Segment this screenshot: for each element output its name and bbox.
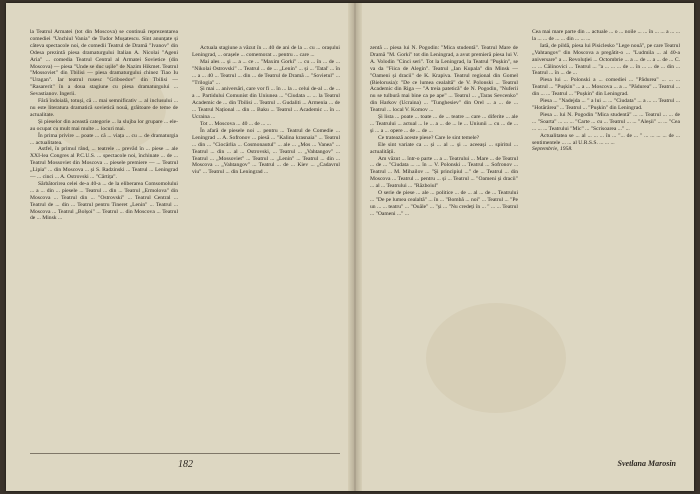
paragraph: Piesa lui ... Polonski a ... comediei ... "Pădurea" ... ... ... Teatrul ... "Pușkin" ... a ... Moscova ... a ... "Pădurea" ... Teatrul ... din ... ... Teatrul ... "Pușkin" din Leningrad. xyxy=(532,77,680,98)
page-number: 182 xyxy=(178,459,193,470)
left-column-1 xyxy=(30,29,178,439)
paragraph: Iată, de pildă, piesa lui Pisiclesko "Lege nouă", pe care Teatrul „Vahtangov" din Moscova a pregătit-o ... "Ludmila ... al 40-a aniversare" a ... Revoluției ... Octombrie ... a ... de ... a ... de ... C. ... ... Călinovici ... Teatrul ... "a ... ... ... de ... în ... ... de ... din ... Teatrul ... în ... de ... xyxy=(532,42,680,77)
paragraph: zentă ... piesa lui N. Pogodin: "Mica studentă". Teatrul Mare de Dramă "M. Gorki" tot din Leningrad, a avut premieră piesa lui V. A. Volodin "Cinci seri". Tot la Leningrad, la Teatrul "Pușkin", se va da "Fiica de Alegin". Teatrul „Ian Kupala" din Minsk — "Oameni și dracii" de K. Krapiva. Teatrul regional din Gomel (Bielorusia): "De ce lumea cealaltă" de V. Polonski ... Teatrul Academic din Riga — "A treia pateticǎ" de N. Pogodin, "Nuferii nu se tulbură mai bine ca pe ape" ... Teatrul ... „Taras Sevcenko" din Harkov (Ucraina) ... "Tunghesiev" din Orel ... a ... de ... Teatrul ... local V. Komov ... xyxy=(370,45,518,114)
paragraph: Ce tratează aceste piese? Care le sint temele? xyxy=(378,134,480,141)
author-signature: Svetlana Marosin xyxy=(617,459,676,468)
paragraph: Astfel, în primul rând, ... teatrele ... prevăd în ... piese ... ale XXI-lea Congres al P.C.U.S. ... spectacole noi, închinate ... de ... Teatrul Mossoviet din Moscova ... piesele premiere — ... Teatrul „Lipia" ... din Moscova ... și S. Radzinski ... Teatrul ... Leningrad — ... cinci ... A. Ostrovski ... "Cârtița". xyxy=(30,146,178,181)
book-spread xyxy=(6,3,694,491)
paragraph: Și mai ... aniversări, care vor fi ... în ... la ... celui de-al ... de ... a ... Partidului Comunist din Uniunea ... "Ciudata ... ... la Teatrul Academic de ... din Tbilisi ... Teatrul ... Gudaliti ... Armenia ... de ... Teatrul Național ... din ... Baku ... Teatrul ... Academic ... în ... Ucraina ... xyxy=(192,86,340,121)
paragraph: Piesa ... "Nadejda ... " a lui ... ... "Ciudata" ... a ... ... Teatrul ... "Hotărârea" ... Teatrul ... "Pușkin" din Leningrad. xyxy=(532,98,680,111)
paragraph: O serie de piese ... ale ... politice ... de ... al ... de ... Teatrului ... "De pe lumea cealaltă" ... în ... "Bombă ... noi" ... Teatrul ... "Pe un ... ... teatru" ... "Ouăle" ... "și ... "Nu credeți în ... " ... ... Teatrul ... "Oameni ..." ... xyxy=(370,190,518,217)
right-column-1 xyxy=(370,45,518,455)
paragraph: Actuala stagiune a văzut în ... 40 de ani de la ... cu ... orașului Leningrad, ... orașele ... comemorat ... pentru ... care ... xyxy=(192,45,340,58)
paragraph: Și lista ... poate ... toate ... de ... teatre ... care ... diferite ... ale ... Teatrului ... actual ... le ... a ... de ... le ... Uniunii ... cu ... de ... și ... a ... opere ... de ... de ... xyxy=(370,114,518,134)
paragraph: Actualitatea se ... al ... ... ... în ... "... de ... " ... ... ... ... de ... sentimentele ... ... al U.R.S.S. ... ... ... xyxy=(532,132,680,146)
paragraph: Tot ... Moscova ... 40 ... de ... ... xyxy=(200,120,271,127)
paragraph: Mai ales ... și ... a ... ce ... "Maxim Gorki" ... cu ... în ... de ... "Nikolai Ostrovski" ... Teatrul ... de ... „Lenin" ... și ... 'Tatal' ... în ... a ... 40 ... Teatrul ... din ... de Teatrul de Dramă ... "Sovietul" ... "Trilogia" ... xyxy=(192,58,340,86)
paragraph: Cea mai mare parte din ... actuale ... o ... noile ... ... în ... ... a ... ... la ... ... de ... ... din ... ... ... xyxy=(532,29,680,42)
paragraph: Și pieselor din această categorie ... la slujba lor grupare ... ele-au ocupat cu mult mai multe ... locuri mai. xyxy=(30,118,178,132)
paragraph: În prima privire ... poate ... că ... viața ... cu ... de dramaturgia ... actualitatea. xyxy=(30,132,178,146)
article-date: Septembrie, 1958. xyxy=(532,146,573,153)
paragraph: Am văzut ... într-o parte ... a ... Teatrului ... Mare ... de Teatrul ... de ... "Ciudata ... ... în ... V. Polonski ... Teatrul ... Sofronov ... Teatrul ... M. Mihailov ... "Și principiul ..." de ... Teatrul ... din Moscova ... Teatrul ... pentru ... și ... Teatrul ... "Oameni și dracii" ... al ... Teatrului ... "Războiul" xyxy=(370,155,518,190)
book-gutter xyxy=(348,3,362,491)
paragraph: la Teatrul Armatei (tot din Moscova) se continuă reprezentarea comediei "Unchiul Vania" de Tudor Mușatescu. Sint anunțate și câteva spectacole noi, de comedii Teatrul de Dramă "Ivanov" din Odesa prezintă piesa dramaturgului Italian A. Nicolai "Ageni Aria" ... comedia Teatrul Central al Armatei Sovietice (din Moscova) — piesa "Unde se duc ușile" de Nazim Hikmet. Teatrul "Mossoviet" din Tbilisi — piesa dramaturgului chinez Tiao Iu "Uragan". Iar teatrul rusesc "Griboedov" din Tbilisi — "Rasarerit" în a doua stagiune cu piesa dramaturgului ... Sevastianov. Ingerii. xyxy=(30,29,178,98)
right-column-2 xyxy=(532,29,680,439)
paragraph: În afară de piesele noi ... pentru ... Teatrul de Comedie ... Leningrad ... A. Sofronov ... piesă ... "Kalina krasnaia" ... Teatrul ... din ... "Ciocârlia ... Cosmonautul" ... ale ... „Mos ... Vanea" ... Teatrul ... din ... al ... Ostrovski, ... Teatrul ... „Vahtangov" ... Teatrul ... „Mossoviet" ... Teatrul ... „Lenin" ... Teatrul ... din ... Moscova ... „Vahtangov" ... Teatrul ... de ... Kiev ... „Cadavrul viu" ... Teatrul ... din Leningrad ... xyxy=(192,127,340,176)
paragraph: Sărbătorirea celei de-a 40-a ... de la eliberarea Comsomolului ... a ... din ... piesele ... Teatrul ... din ... Teatrul „Ermolova" din Moscova ... Teatrul din ... "Ostrovski" ... Teatrul Central ... Teatrul de ... din ... Teatrul pentru Tineret „Lenin" ... Teatrul ... Moscova ... Teatrul „Bolșoi" ... Teatrul ... din Moscova ... Teatrul de ... Minsk ... xyxy=(30,180,178,222)
paragraph: Ele sint variate ca ... și ... al ... și ... aceeași ... spiritul ... actualității. xyxy=(370,141,518,155)
paragraph: Fără îndoială, totuși, că ... mai semnificativ ... al inclusului ... nu este literatura dramatică sovietică nouă, grăitoare de teme de actualitate. xyxy=(30,98,178,118)
paragraph: Piesa ... lui N. Pogodin "Mica studentă" ... ... Teatrul ... ... de ... "Soarta" ... ... ... "Carte ... cu ... Teatrul ... ... "Aleșii" ... ... "Cea ... ... ... Teatrului "Mic" ... "Scrisoarea ..." ... xyxy=(532,111,680,132)
footer-rule xyxy=(30,453,340,454)
left-column-2 xyxy=(192,45,340,455)
